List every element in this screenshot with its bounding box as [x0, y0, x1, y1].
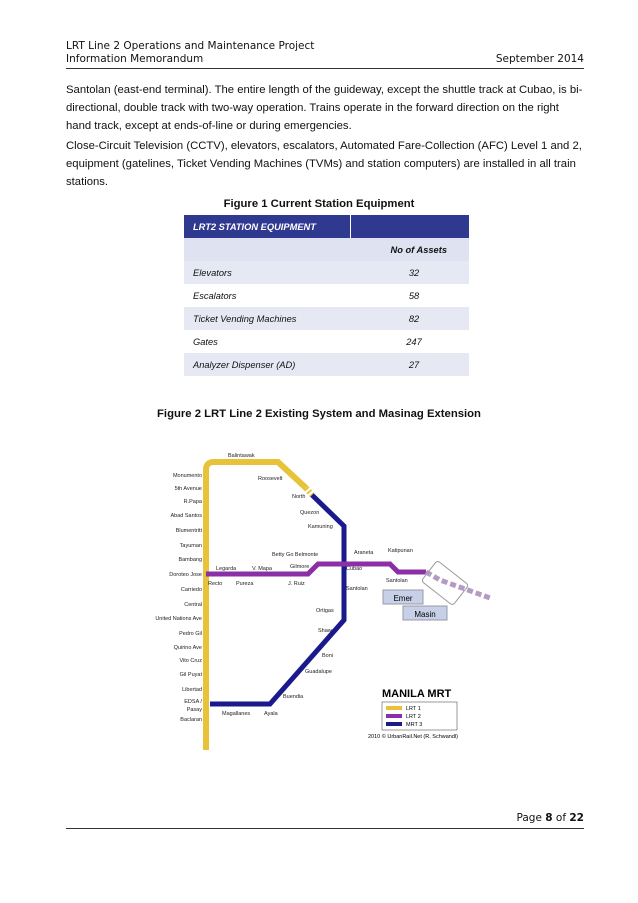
station-label: Quirino Ave	[173, 645, 202, 651]
station-label: Ortigas	[316, 608, 334, 614]
station-label: Buendia	[283, 694, 304, 700]
page-header	[66, 40, 584, 66]
station-label: Gil Puyat	[179, 672, 202, 678]
station-label: Ayala	[264, 711, 278, 717]
page-total: 22	[569, 812, 584, 824]
legend-title: MANILA MRT	[382, 688, 452, 700]
figure1-title: Figure 1 Current Station Equipment	[223, 198, 415, 210]
page-footer: Page 8 of 22	[516, 812, 584, 824]
emer-label: Emer	[393, 594, 413, 603]
row-value: 58	[350, 284, 469, 307]
legend-lrt1: LRT 1	[406, 706, 421, 712]
paragraph-2: Close-Circuit Television (CCTV), elevators, escalators, Automated Fare-Collection (AFC) Level 1 and 2, equipment (gatelines, Ticket Vending Machines (TVMs) and station computers) are installed in all train stations.	[66, 140, 582, 188]
station-label: 5th Avenue	[174, 486, 202, 492]
legend-mrt3: MRT 3	[406, 722, 423, 728]
station-label: Cubao	[346, 566, 363, 572]
table-col-header: No of Assets	[350, 238, 469, 261]
extension-line	[426, 572, 490, 598]
station-label: J. Ruiz	[288, 581, 305, 587]
station-label: Gilmore	[290, 564, 310, 570]
header-project: LRT Line 2 Operations and Maintenance Project	[66, 40, 315, 52]
table-row	[184, 307, 469, 330]
station-label: Shaw	[318, 628, 332, 634]
paragraph-1: Santolan (east-end terminal). The entire length of the guideway, except the shuttle track at Cubao, is bi-directional, double track with two-way operation. Trains operate in the forward direction on the right hand track, except at ends-of-line or during emergencies.	[66, 84, 583, 132]
station-label: Baclaran	[180, 717, 202, 723]
row-item: Escalators	[184, 284, 350, 307]
row-value: 32	[350, 261, 469, 284]
row-item: Analyzer Dispenser (AD)	[184, 353, 350, 376]
station-label: Central	[184, 602, 202, 608]
station-label: Araneta	[354, 550, 374, 556]
masin-label: Masin	[414, 610, 436, 619]
station-label: V. Mapa	[252, 566, 272, 572]
table-row	[184, 353, 469, 376]
row-item: Gates	[184, 330, 350, 353]
station-label: Betty Go Belmonte	[272, 552, 319, 558]
station-label: Santolan	[386, 578, 408, 584]
table-row	[184, 261, 469, 284]
station-label: North	[292, 494, 306, 500]
table-row	[184, 330, 469, 353]
row-value: 82	[350, 307, 469, 330]
station-label: United Nations Ave	[155, 616, 202, 622]
station-label: R.Papa	[183, 499, 202, 505]
page-number: 8	[545, 812, 553, 824]
station-label: Quezon	[300, 510, 320, 516]
station-label: Carriedo	[180, 587, 202, 593]
station-label: Vito Cruz	[179, 658, 202, 664]
station-label: Katipunan	[388, 548, 413, 554]
station-label: Pedro Gil	[179, 631, 202, 637]
header-rule	[66, 68, 584, 69]
header-doc: Information Memorandum	[66, 53, 204, 65]
station-label: Legarda	[216, 566, 237, 572]
map-legend	[368, 688, 458, 740]
lrt1-line	[206, 462, 306, 750]
station-label: Blumentritt	[175, 528, 202, 534]
footer-rule	[66, 828, 584, 829]
station-label: Boni	[322, 653, 334, 659]
table-row	[184, 284, 469, 307]
row-value: 247	[350, 330, 469, 353]
station-label: Pureza	[236, 581, 254, 587]
rail-map	[140, 440, 500, 750]
station-label: Tayuman	[179, 543, 202, 549]
legend-lrt2: LRT 2	[406, 714, 421, 720]
figure2-title: Figure 2 LRT Line 2 Existing System and Masinag Extension	[157, 408, 481, 420]
station-label: Roosevelt	[258, 476, 283, 482]
station-label: Santolan	[346, 586, 368, 592]
equipment-table	[184, 215, 469, 376]
other-station-labels	[208, 453, 413, 717]
station-label: Bambang	[178, 557, 202, 563]
lrt2-line	[206, 564, 426, 574]
station-label: Kamuning	[308, 524, 333, 530]
table-title: LRT2 STATION EQUIPMENT	[184, 215, 350, 238]
station-label: Monumento	[172, 473, 202, 479]
station-label: Abad Santos	[170, 513, 202, 519]
station-label: Libertad	[182, 687, 202, 693]
station-label: Recto	[208, 581, 223, 587]
station-label: Guadalupe	[305, 669, 332, 675]
station-label: Balintawak	[228, 453, 255, 459]
row-item: Ticket Vending Machines	[184, 307, 350, 330]
header-date: September 2014	[495, 53, 584, 65]
legend-credit: 2010 © UrbanRail.Net (R. Schwandl)	[368, 734, 458, 740]
station-label: Doroteo Jose	[169, 572, 202, 578]
lrt1-station-labels	[155, 473, 203, 723]
station-label: Pasay	[186, 707, 202, 713]
station-label: EDSA /	[184, 699, 202, 705]
station-label: Magallanes	[222, 711, 251, 717]
row-item: Elevators	[184, 261, 350, 284]
row-value: 27	[350, 353, 469, 376]
